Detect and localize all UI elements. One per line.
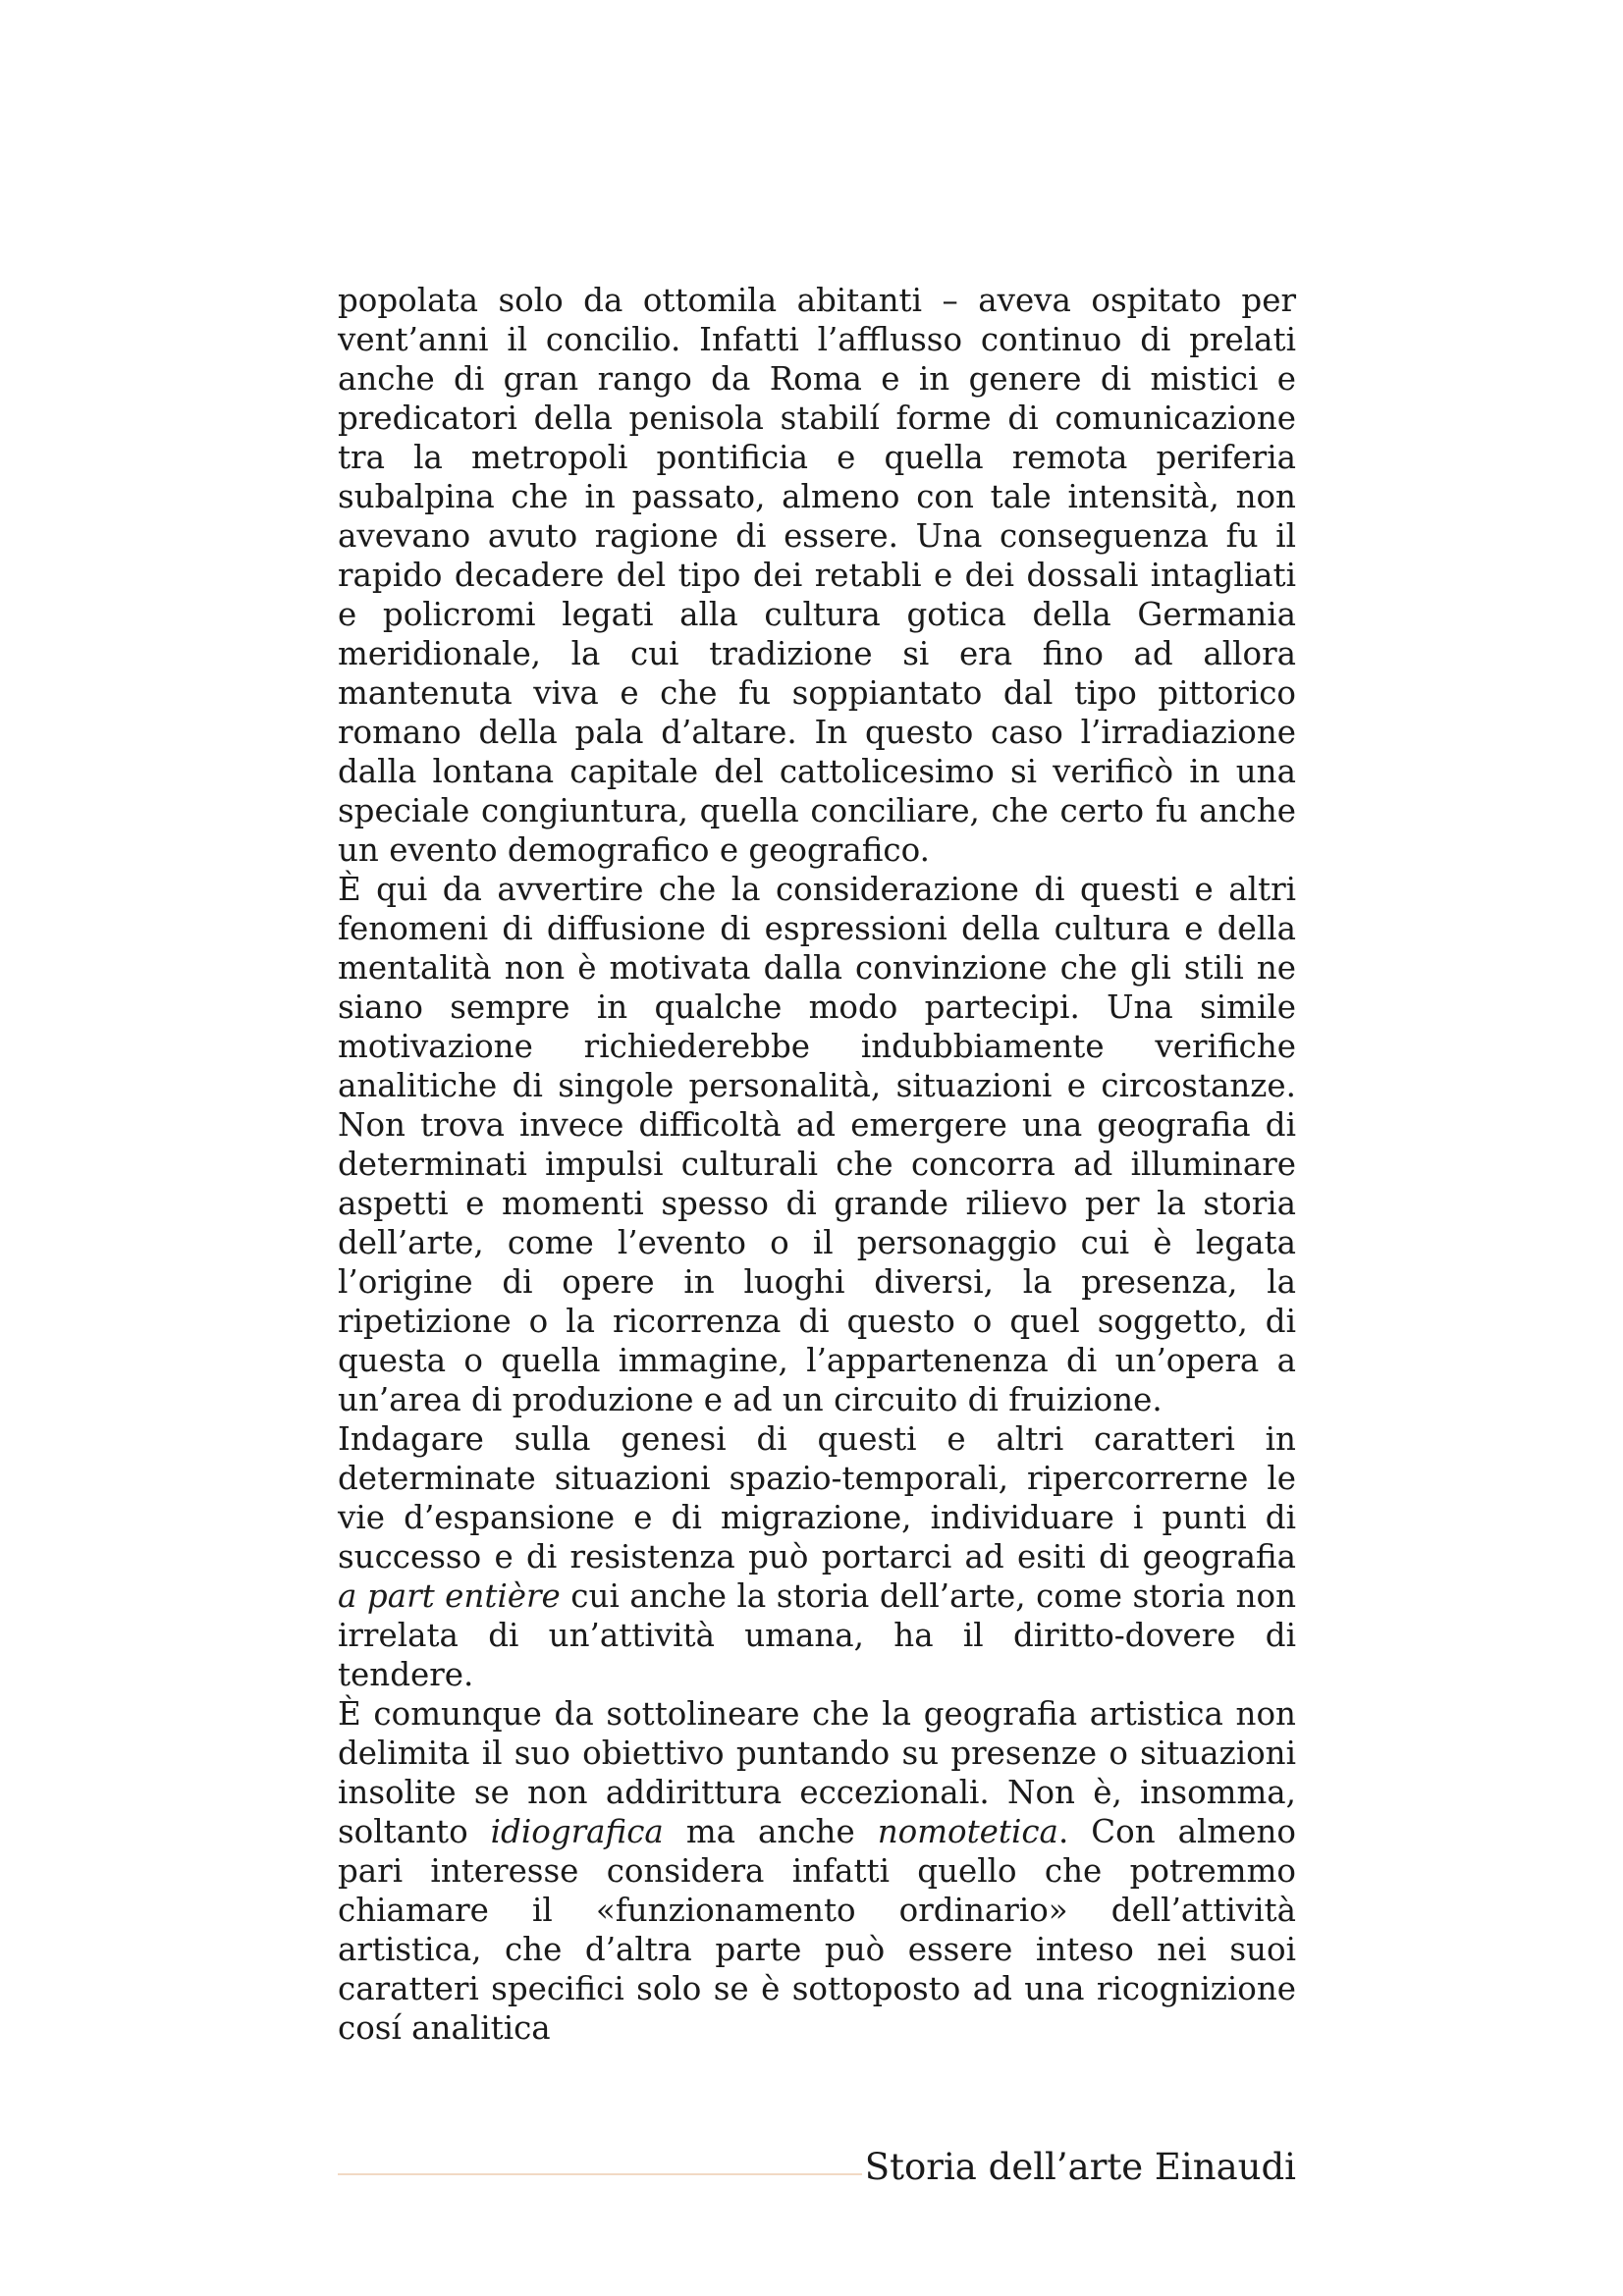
paragraph-2 [338,870,1296,1419]
paragraph-4-text-a: È comunque da sottolineare che la geografia artistica non delimita il suo obiettivo puntando su presenze o situazioni insolite se non addirittura eccezionali. Non è, insomma, soltanto [338,1695,1296,1850]
paragraph-2-text: È qui da avvertire che la considerazione di questi e altri fenomeni di diffusione di espressioni della cultura e della mentalità non è motivata dalla convinzione che gli stili ne siano sempre in qualche modo partecipi. Una simile motivazione richiederebbe indubbiamente verifiche analitiche di singole personalità, situazioni e circostanze. Non trova invece difficoltà ad emergere una geografia di determinati impulsi culturali che concorra ad illuminare aspetti e momenti spesso di grande rilievo per la storia dell’arte, come l’evento o il personaggio cui è legata l’origine di opere in luoghi diversi, la presenza, la ripetizione o la ricorrenza di questo o quel soggetto, di questa o quella immagine, l’appartenenza di un’opera a un’area di produzione e ad un circuito di fruizione. [338,871,1296,1418]
body-text [338,281,1296,2048]
paragraph-1 [338,281,1296,870]
footer-rule [338,2173,862,2175]
paragraph-3 [338,1419,1296,1694]
paragraph-3-text-b: cui anche la storia dell’arte, come storia non irrelata di un’attività umana, ha il diritto-dovere di tendere. [338,1577,1296,1693]
paragraph-4-italic-nomotetica: nomotetica [877,1813,1058,1850]
paragraph-3-text-a: Indagare sulla genesi di questi e altri caratteri in determinate situazioni spazio-temporali, ripercorrerne le vie d’espansione e di migrazione, individuare i punti di successo e di resistenza può portarci ad esiti di geografia [338,1420,1296,1575]
footer-title: Storia dell’arte Einaudi [864,2146,1296,2188]
paragraph-4 [338,1694,1296,2048]
paragraph-4-text-c: . Con almeno pari interesse considera infatti quello che potremmo chiamare il «funzionamento ordinario» dell’attività artistica, che d’altra parte può essere inteso nei suoi caratteri specifici solo se è sottoposto ad una ricognizione cosí analitica [338,1813,1296,2047]
paragraph-3-italic-phrase: a part entière [338,1577,561,1615]
paragraph-1-text: popolata solo da ottomila abitanti – aveva ospitato per vent’anni il concilio. Infatti l’afflusso continuo di prelati anche di gran rango da Roma e in genere di mistici e predicatori della penisola stabilí forme di comunicazione tra la metropoli pontificia e quella remota periferia subalpina che in passato, almeno con tale intensità, non avevano avuto ragione di essere. Una conseguenza fu il rapido decadere del tipo dei retabli e dei dossali intagliati e policromi legati alla cultura gotica della Germania meridionale, la cui tradizione si era fino ad allora mantenuta viva e che fu soppiantato dal tipo pittorico romano della pala d’altare. In questo caso l’irradiazione dalla lontana capitale del cattolicesimo si verificò in una speciale congiuntura, quella conciliare, che certo fu anche un evento demografico e geografico. [338,282,1296,869]
paragraph-4-italic-idiografica: idiografica [490,1813,664,1850]
paragraph-4-text-b: ma anche [663,1813,878,1850]
